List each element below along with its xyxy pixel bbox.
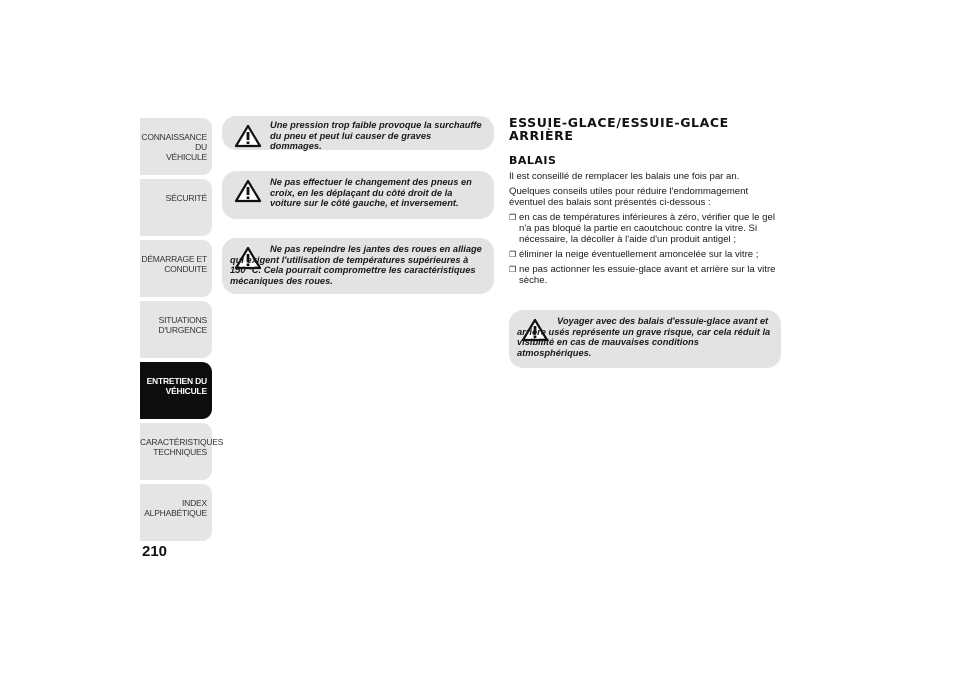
checkbox-bullet-icon: ❒ [509, 213, 517, 222]
section-title-line2: ARRIÈRE [509, 128, 574, 143]
tab-label-line2: ALPHABÉTIQUE [144, 508, 207, 518]
tab-label-line1: SÉCURITÉ [165, 193, 207, 203]
tab-label-line2: CONDUITE [164, 264, 207, 274]
tips-list [509, 212, 784, 286]
list-item [509, 249, 784, 260]
tab-securite[interactable] [140, 179, 212, 236]
tab-connaissance-du-vehicule[interactable] [140, 118, 212, 175]
warning-text: Une pression trop faible provoque la surchauffe du pneu et peut lui causer de graves dommages. [270, 120, 482, 152]
warning-text: Ne pas repeindre les jantes des roues en alliage qui exigent l'utilisation de températures supérieures à 150 °C. Cela pourrait compromettre les caractéristiques mécaniques des roues. [230, 244, 482, 286]
tab-label-line1: DÉMARRAGE ET [141, 254, 207, 264]
wiper-section [509, 116, 784, 290]
tab-demarrage-et-conduite[interactable] [140, 240, 212, 297]
warning-triangle-icon [234, 124, 262, 148]
list-item [509, 264, 784, 286]
list-item-text: en cas de températures inférieures à zéro, vérifier que le gel n'a pas bloqué la partie en caoutchouc contre la vitre. Si nécessaire, la décoller à l'aide d'un produit antigel ; [519, 212, 775, 245]
tab-label-line1: CONNAISSANCE DU [141, 132, 207, 152]
tab-label-line1: ENTRETIEN DU [146, 376, 207, 386]
tab-label-line1: CARACTÉRISTIQUES [140, 437, 224, 447]
tab-label-line2: TECHNIQUES [153, 447, 207, 457]
tab-situations-d-urgence[interactable] [140, 301, 212, 358]
tab-label-line2: VÉHICULE [166, 152, 207, 162]
warning-triangle-icon [234, 179, 262, 203]
paragraph: Il est conseillé de remplacer les balais une fois par an. [509, 171, 740, 182]
warning-box [222, 238, 494, 294]
list-item-text: ne pas actionner les essuie-glace avant et arrière sur la vitre sèche. [519, 264, 776, 286]
page-number: 210 [142, 543, 168, 560]
tab-index-alphabetique[interactable] [140, 484, 212, 541]
section-title-line1: ESSUIE-GLACE/ESSUIE-GLACE [509, 115, 729, 130]
warning-text: Ne pas effectuer le changement des pneus en croix, en les déplaçant du côté droit de la voiture sur le côté gauche, et inversement. [270, 177, 472, 209]
checkbox-bullet-icon: ❒ [509, 265, 517, 274]
tab-label-line1: SITUATIONS [158, 315, 207, 325]
warning-box [509, 310, 781, 368]
list-item [509, 212, 784, 245]
section-subtitle: BALAIS [509, 154, 557, 167]
tab-entretien-du-vehicule[interactable] [140, 362, 212, 419]
chapter-tabs [140, 118, 224, 545]
warning-box [222, 116, 494, 150]
tab-label-line2: VÉHICULE [165, 386, 207, 396]
tab-label-line1: INDEX [182, 498, 207, 508]
warning-text: Voyager avec des balais d'essuie-glace avant et arrière usés représente un grave risque, car cela réduit la visibilité en cas de mauvaises conditions atmosphériques. [517, 316, 771, 358]
tab-label-line2: D'URGENCE [158, 325, 207, 335]
list-item-text: éliminer la neige éventuellement amoncelée sur la vitre ; [519, 249, 759, 260]
section-title [509, 116, 784, 142]
checkbox-bullet-icon: ❒ [509, 250, 517, 259]
tab-caracteristiques-techniques[interactable] [140, 423, 224, 480]
paragraph: Quelques conseils utiles pour réduire l'endommagement éventuel des balais sont présentés ci-dessous : [509, 186, 749, 208]
warning-box [222, 171, 494, 219]
